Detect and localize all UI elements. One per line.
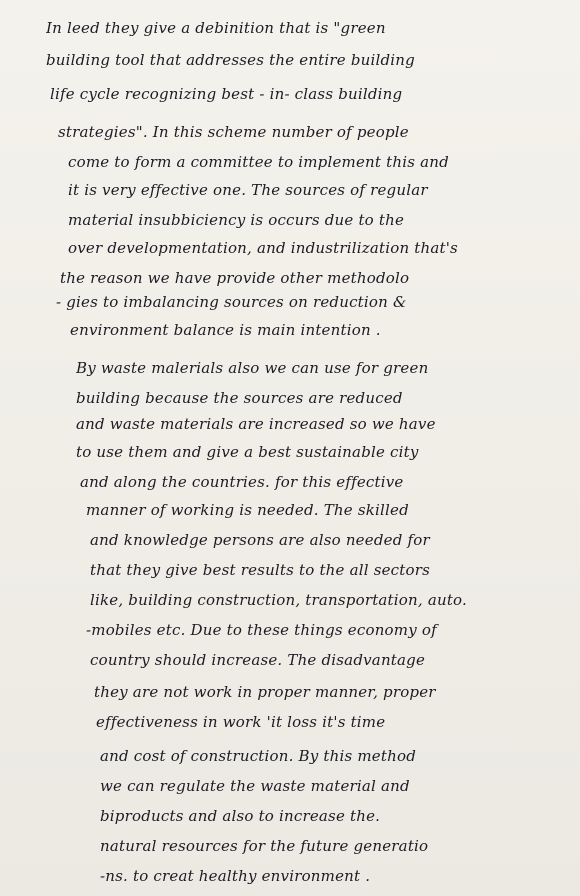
text-line: and along the countries. for this effective (80, 473, 404, 491)
text-line: effectiveness in work 'it loss it's time (96, 713, 386, 731)
text-line: natural resources for the future generatio (100, 837, 429, 855)
text-line: it is very effective one. The sources of regular (68, 181, 428, 199)
text-line: - gies to imbalancing sources on reduction & (56, 293, 407, 311)
text-line: like, building construction, transportation, auto. (90, 591, 467, 609)
text-line: country should increase. The disadvantage (90, 651, 426, 669)
text-line: manner of working is needed. The skilled (86, 501, 409, 519)
text-line: come to form a committee to implement this and (68, 153, 449, 171)
text-line: we can regulate the waste material and (100, 777, 410, 795)
text-line: over developmentation, and industrilization that's (68, 239, 458, 257)
text-line: building tool that addresses the entire building (46, 51, 415, 69)
text-line: and knowledge persons are also needed for (90, 531, 430, 549)
text-line: material insubbiciency is occurs due to the (68, 211, 405, 229)
text-line: -mobiles etc. Due to these things economy of (86, 621, 437, 639)
text-line: and waste materials are increased so we have (76, 415, 436, 433)
text-line: strategies". In this scheme number of people (58, 123, 409, 141)
text-line: they are not work in proper manner, proper (94, 683, 436, 701)
text-line: and cost of construction. By this method (100, 747, 416, 765)
text-line: In leed they give a debinition that is "green (46, 19, 386, 37)
text-line: environment balance is main intention . (70, 321, 381, 339)
text-line: that they give best results to the all sectors (90, 561, 430, 579)
text-line: the reason we have provide other methodolo (60, 269, 410, 287)
text-line: biproducts and also to increase the. (100, 807, 381, 825)
text-line: to use them and give a best sustainable city (76, 443, 419, 461)
text-line: By waste malerials also we can use for green (76, 359, 429, 377)
text-line: life cycle recognizing best - in- class building (50, 85, 403, 103)
text-line: building because the sources are reduced (76, 389, 403, 407)
text-line: -ns. to creat healthy environment . (100, 867, 371, 885)
